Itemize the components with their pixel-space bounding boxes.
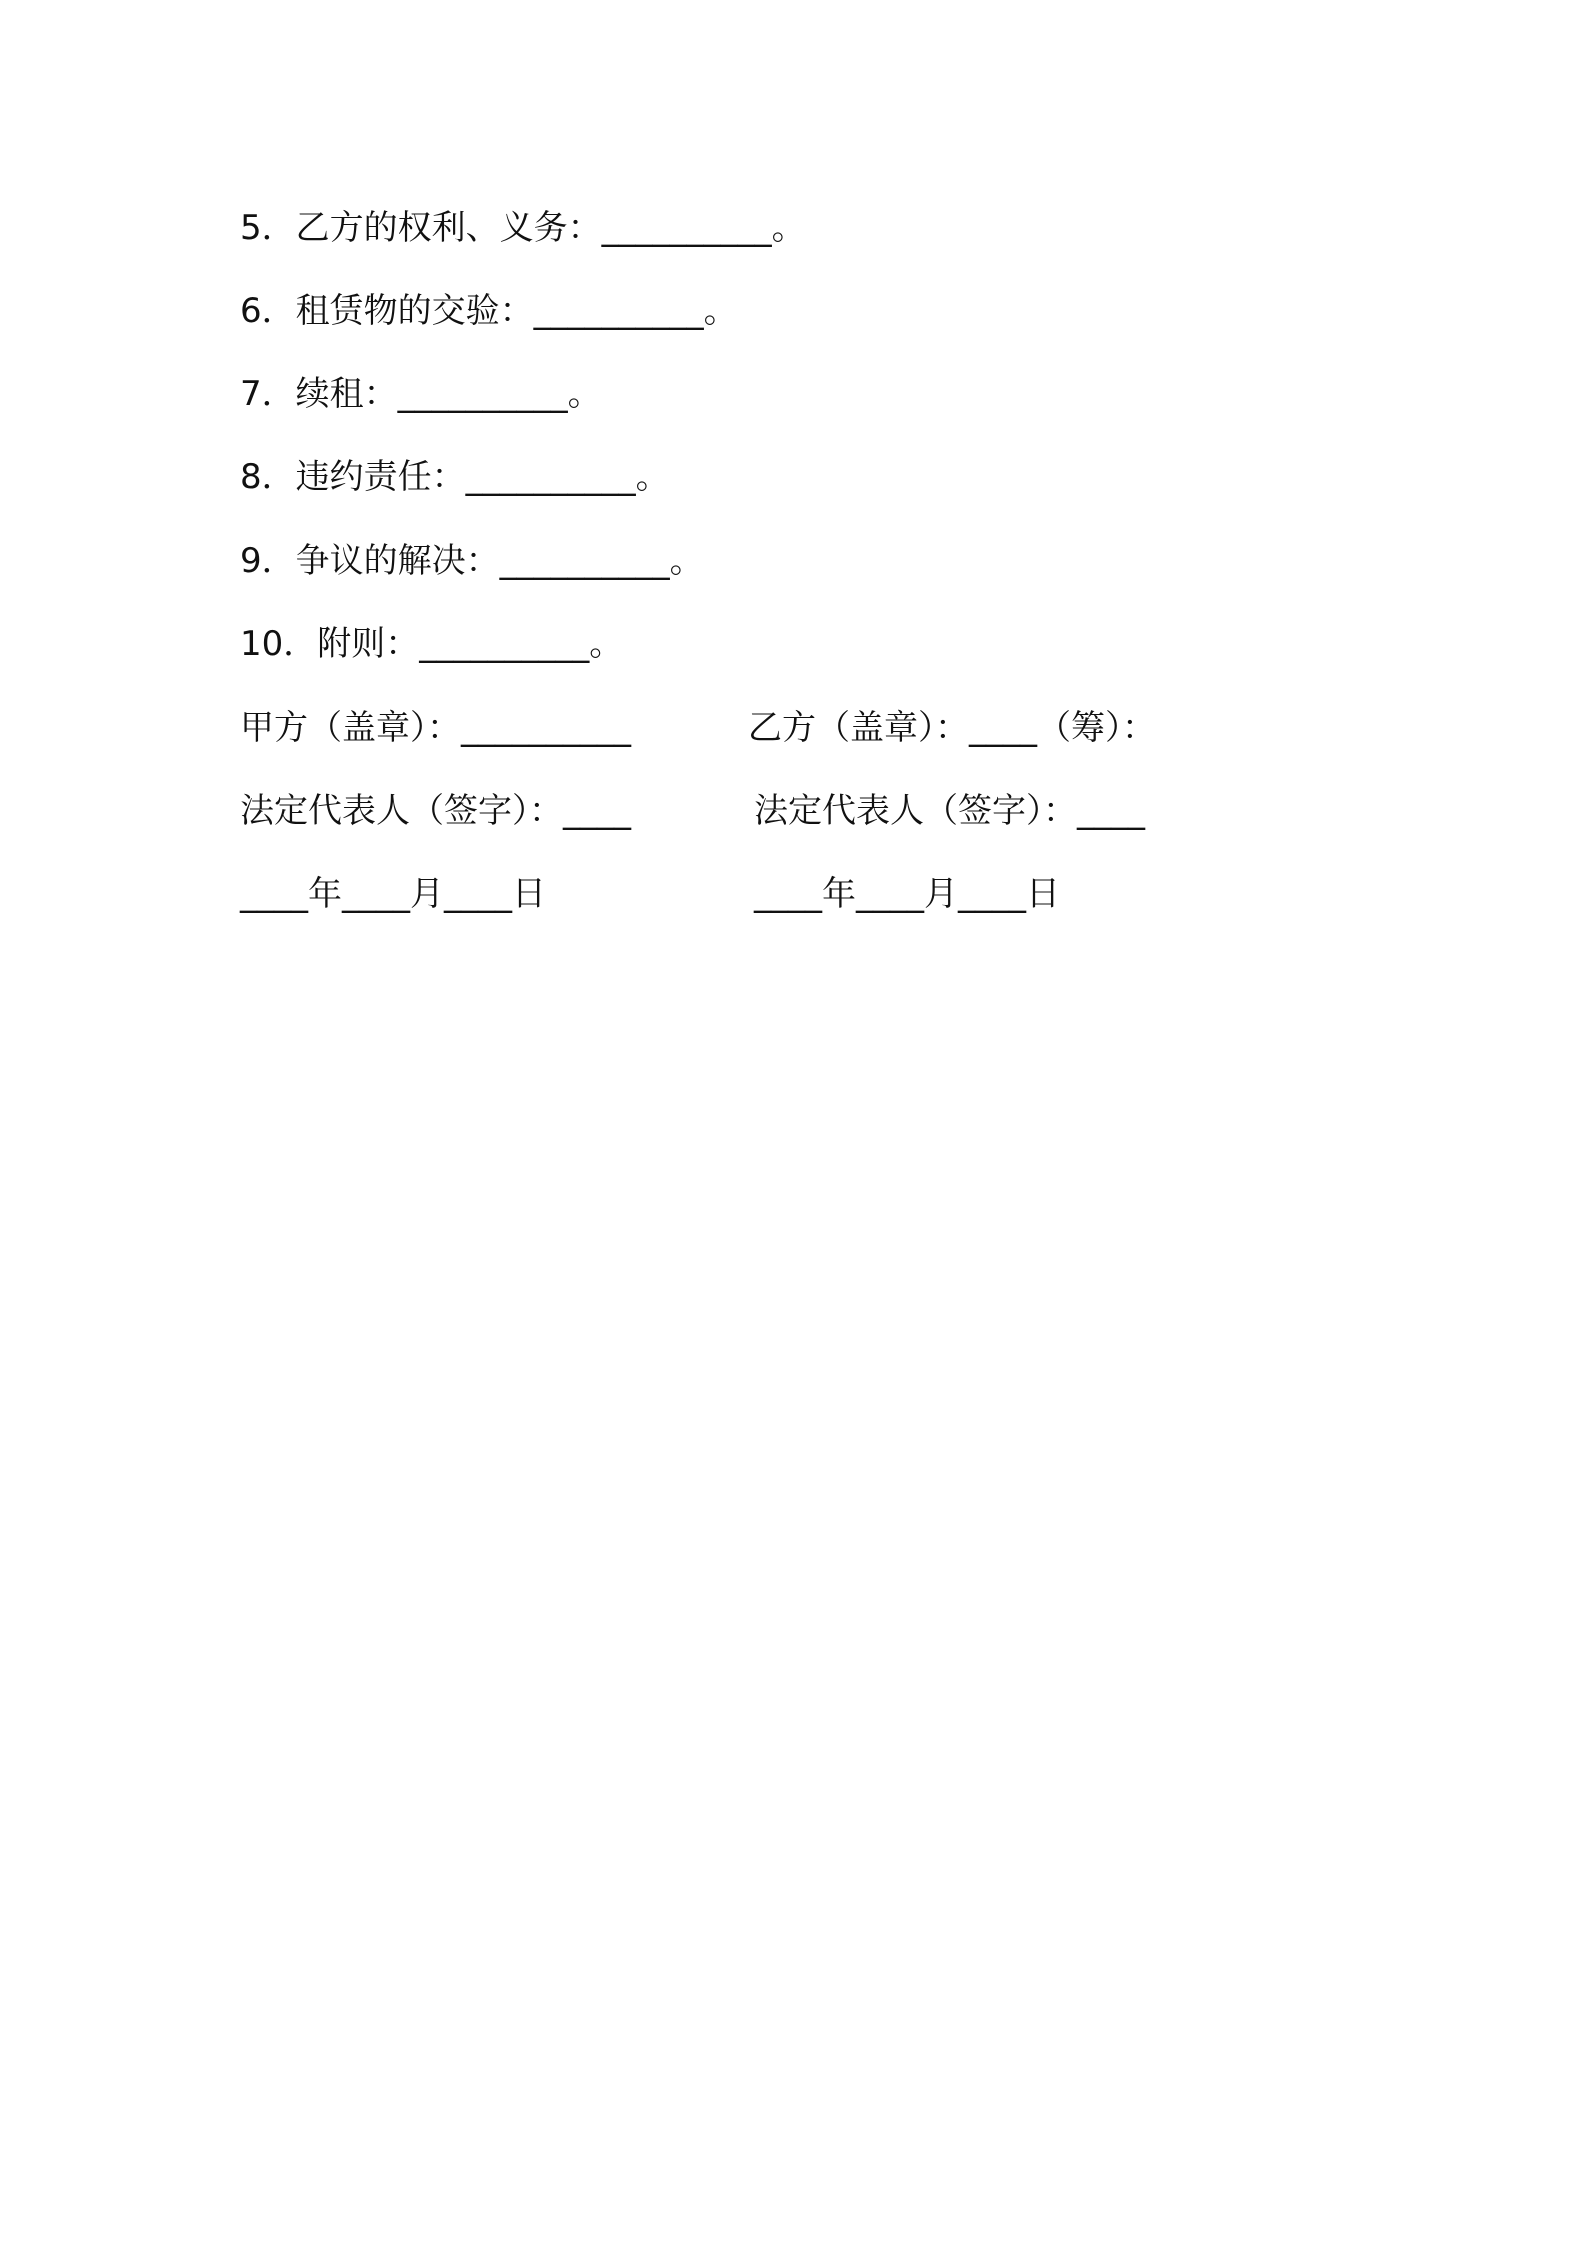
clause-6: 6．租赁物的交验：__________。 xyxy=(240,291,738,331)
clause-5: 5．乙方的权利、义务：__________。 xyxy=(240,208,806,248)
clause-8: 8．违约责任：__________。 xyxy=(240,457,670,497)
clause-9: 9．争议的解决：__________。 xyxy=(240,541,704,581)
party-b-seal: 乙方（盖章）：____（筹）： xyxy=(748,708,1156,748)
clause-7: 7．续租：__________。 xyxy=(240,374,602,414)
party-a-seal: 甲方（盖章）：__________ xyxy=(240,708,631,748)
party-a-representative: 法定代表人（签字）：____ xyxy=(240,791,631,831)
clause-10: 10．附则：__________。 xyxy=(240,624,624,664)
party-b-representative: 法定代表人（签字）：____ xyxy=(754,791,1145,831)
party-b-date: ____年____月____日 xyxy=(754,874,1060,914)
party-a-date: ____年____月____日 xyxy=(240,874,546,914)
